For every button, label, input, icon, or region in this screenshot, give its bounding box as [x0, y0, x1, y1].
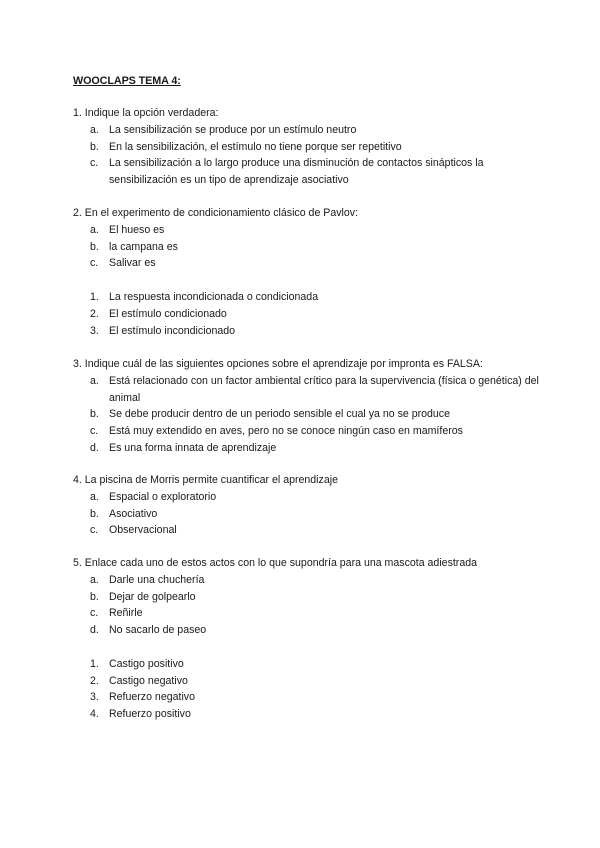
answer-item: [73, 673, 543, 690]
option-text: la campana es: [109, 240, 178, 253]
option-item: [73, 506, 543, 523]
option-marker: d.: [90, 441, 99, 454]
answer-text: Castigo positivo: [109, 657, 184, 670]
option-text: Reñirle: [109, 607, 143, 620]
option-text: Se debe producir dentro de un periodo sensible el cual ya no se produce: [109, 408, 450, 421]
answer-marker: 1.: [90, 657, 99, 670]
answer-marker: 2.: [90, 307, 99, 320]
options-list: [73, 489, 543, 539]
answer-marker: 3.: [90, 324, 99, 337]
answers-list: [73, 289, 543, 339]
option-item: [73, 489, 543, 506]
question-2: [73, 205, 543, 339]
option-marker: a.: [90, 374, 99, 387]
option-marker: a.: [90, 223, 99, 236]
answer-text: Castigo negativo: [109, 674, 188, 687]
option-text: En la sensibilización, el estímulo no tiene porque ser repetitivo: [109, 140, 402, 153]
question-text: 1. Indique la opción verdadera:: [73, 107, 219, 119]
option-marker: c.: [90, 157, 99, 170]
answer-item: [73, 289, 543, 306]
option-text: Darle una chuchería: [109, 573, 205, 586]
option-item: [73, 589, 543, 606]
option-marker: a.: [90, 123, 99, 136]
option-item: [73, 572, 543, 589]
document-title: WOOCLAPS TEMA 4:: [73, 75, 181, 87]
options-list: [73, 572, 543, 639]
option-text: Es una forma innata de aprendizaje: [109, 441, 277, 454]
option-text: La sensibilización se produce por un estímulo neutro: [109, 123, 357, 136]
answer-text: El estímulo condicionado: [109, 307, 227, 320]
option-marker: a.: [90, 490, 99, 503]
answer-marker: 2.: [90, 674, 99, 687]
answer-marker: 4.: [90, 708, 99, 721]
option-item: [73, 622, 543, 639]
answer-text: Refuerzo negativo: [109, 691, 195, 704]
option-text: Dejar de golpearlo: [109, 590, 196, 603]
options-list: [73, 222, 543, 272]
question-text: 4. La piscina de Morris permite cuantificar el aprendizaje: [73, 474, 338, 486]
option-text: Asociativo: [109, 507, 158, 520]
option-text: La sensibilización a lo largo produce una disminución de contactos sinápticos la sensibilización es un tipo de aprendizaje asociativo: [109, 157, 484, 187]
option-item: [73, 239, 543, 256]
answer-text: Refuerzo positivo: [109, 708, 191, 721]
option-text: El hueso es: [109, 223, 165, 236]
answer-item: [73, 306, 543, 323]
option-item: [73, 440, 543, 457]
option-text: Observacional: [109, 524, 177, 537]
option-text: Salivar es: [109, 257, 156, 270]
option-marker: c.: [90, 257, 99, 270]
option-item: [73, 605, 543, 622]
option-marker: c.: [90, 524, 99, 537]
option-text: Está muy extendido en aves, pero no se conoce ningún caso en mamíferos: [109, 425, 463, 438]
question-text: 5. Enlace cada uno de estos actos con lo que supondría para una mascota adiestrada: [73, 557, 478, 569]
option-item: [73, 406, 543, 423]
option-marker: b.: [90, 240, 99, 253]
answer-item: [73, 323, 543, 340]
answer-text: La respuesta incondicionada o condicionada: [109, 290, 319, 303]
option-item: [73, 155, 543, 189]
answer-item: [73, 706, 543, 723]
options-list: [73, 122, 543, 189]
question-5: [73, 555, 543, 723]
answer-text: El estímulo incondicionado: [109, 324, 236, 337]
option-marker: b.: [90, 590, 99, 603]
answers-list: [73, 656, 543, 723]
answer-item: [73, 656, 543, 673]
answer-marker: 1.: [90, 290, 99, 303]
option-marker: c.: [90, 607, 99, 620]
question-text: 2. En el experimento de condicionamiento clásico de Pavlov:: [73, 207, 359, 219]
question-1: [73, 105, 543, 189]
option-item: [73, 222, 543, 239]
option-marker: b.: [90, 507, 99, 520]
option-item: [73, 373, 543, 407]
question-text: 3. Indique cuál de las siguientes opciones sobre el aprendizaje por impronta es FALSA:: [73, 358, 483, 370]
answer-item: [73, 689, 543, 706]
option-item: [73, 522, 543, 539]
option-text: Está relacionado con un factor ambiental crítico para la supervivencia (física o genética) del animal: [109, 374, 539, 404]
option-item: [73, 122, 543, 139]
option-item: [73, 255, 543, 272]
option-item: [73, 423, 543, 440]
option-text: No sacarlo de paseo: [109, 624, 207, 637]
option-marker: b.: [90, 408, 99, 421]
option-marker: a.: [90, 573, 99, 586]
option-text: Espacial o exploratorio: [109, 490, 217, 503]
option-marker: b.: [90, 140, 99, 153]
question-4: [73, 472, 543, 539]
answer-marker: 3.: [90, 691, 99, 704]
option-item: [73, 139, 543, 156]
option-marker: c.: [90, 425, 99, 438]
option-marker: d.: [90, 624, 99, 637]
options-list: [73, 373, 543, 457]
question-3: [73, 356, 543, 457]
